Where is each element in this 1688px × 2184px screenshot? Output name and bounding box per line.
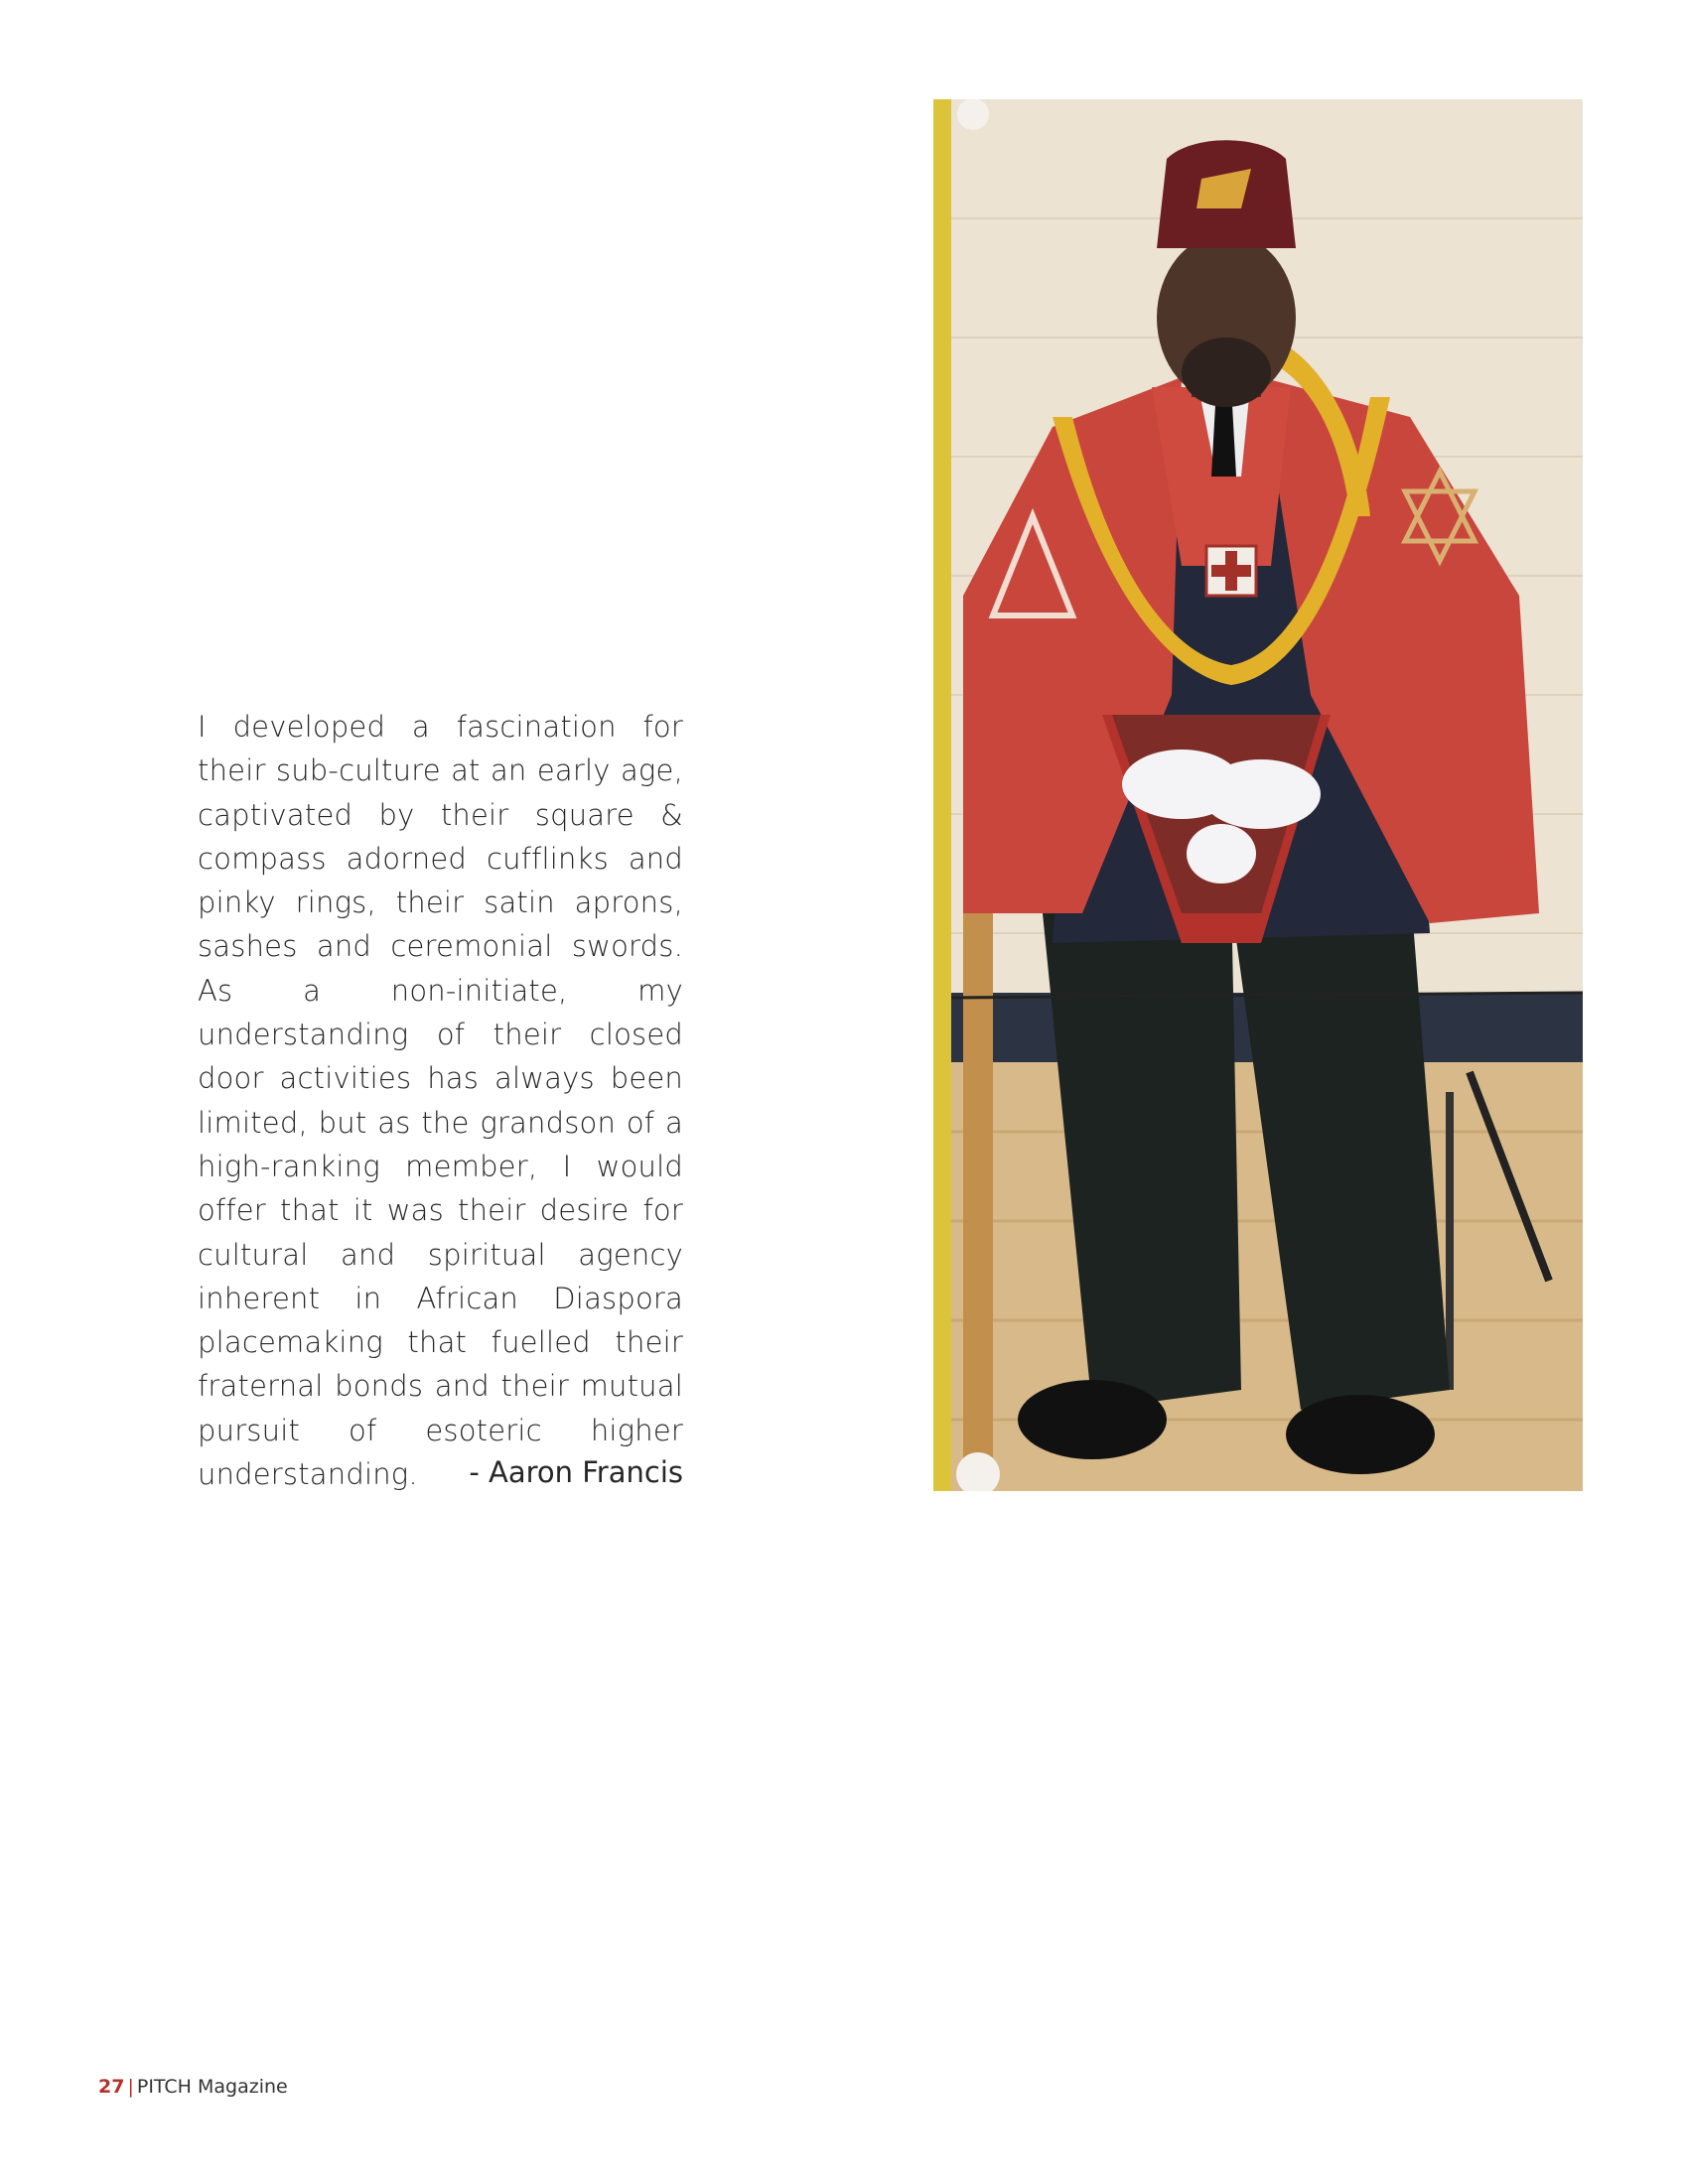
quote-body: I developed a fascination for their sub-culture at an early age, captivated by their square & compass adorned cufflinks and pinky rings, their satin aprons, sashes and ceremonial swords. As a non-initiate, my understanding of their closed door activities has always been limited, but as the grandson of a high-ranking member, I would offer that it was their desire for cultural and spiritual agency inherent in African Diaspora placemaking that fuelled their fraternal bonds and their mutual pursuit of esoteric higher understanding. — [198, 710, 683, 1492]
quote-attribution: - Aaron Francis — [469, 1455, 683, 1489]
publication-name: PITCH Magazine — [136, 2076, 288, 2098]
footer-separator: | — [127, 2076, 134, 2098]
page-footer — [98, 2076, 288, 2098]
page-number: 27 — [98, 2076, 125, 2098]
portrait-photo — [933, 99, 1583, 1491]
portrait-illustration — [933, 99, 1583, 1491]
